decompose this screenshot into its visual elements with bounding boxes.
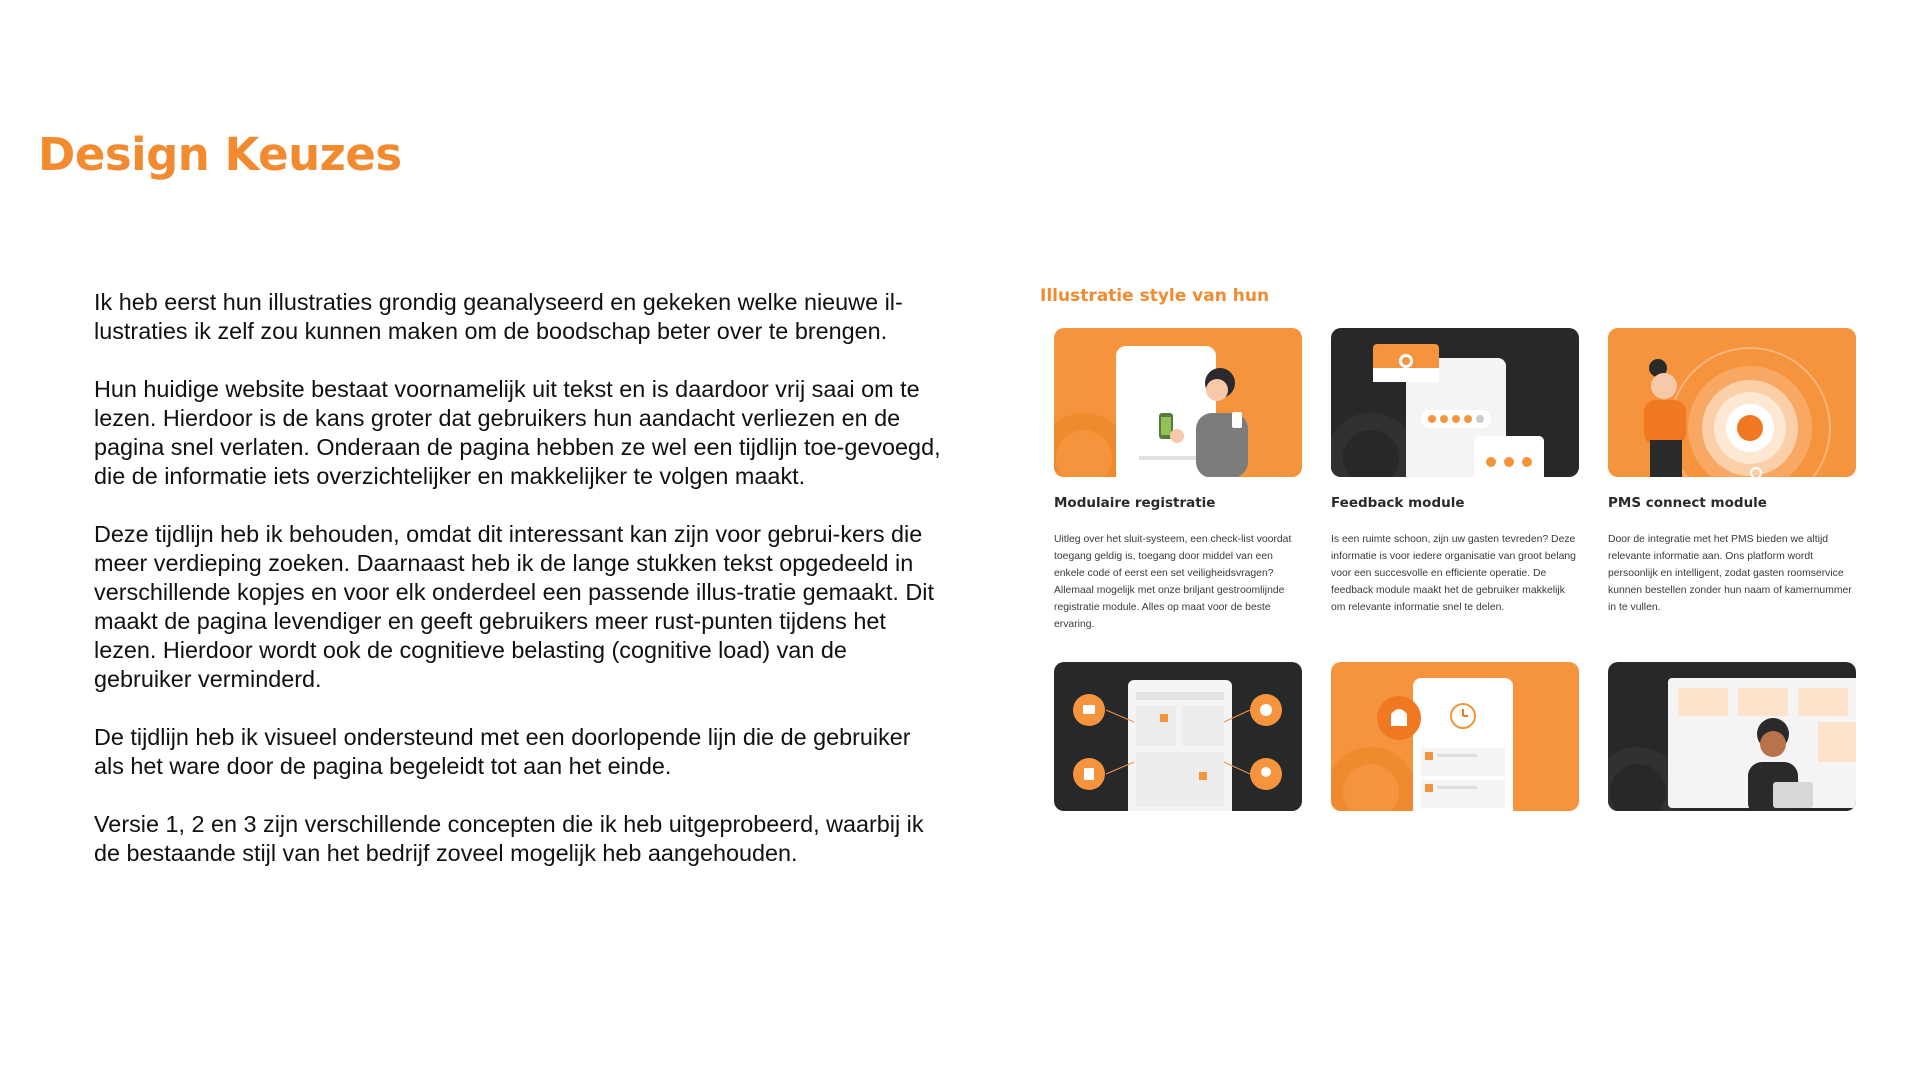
illustration-registration [1054, 328, 1302, 477]
card-title: Modulaire registratie [1054, 495, 1216, 511]
paragraph: Hun huidige website bestaat voornamelijk uit tekst en is daardoor vrij saai om te lezen. Hierdoor is de kans groter dat gebruikers hun aandacht verliezen en de pagina snel verlaten. Onderaan de pagina hebben ze wel een tijdlijn toe-gevoegd, die de informatie iets overzichtelijker en makkelijker te volgen maakt. [94, 376, 941, 489]
card-description: Door de integratie met het PMS bieden we altijd relevante informatie aan. Ons platform wordt persoonlijk en intelligent, zodat gasten roomservice kunnen bestellen zonder hun naam of kamernummer in te vullen. [1608, 534, 1852, 613]
card-title: Feedback module [1331, 495, 1465, 511]
paragraph: Ik heb eerst hun illustraties grondig geanalyseerd en gekeken welke nieuwe il-lustraties ik zelf zou kunnen maken om de boodschap beter over te brengen. [94, 289, 903, 344]
illustration-notifications [1331, 662, 1579, 811]
reference-tile-workspace [1608, 662, 1856, 811]
reference-card-feedback-module [1331, 328, 1579, 616]
illustration-workspace [1608, 662, 1856, 811]
illustration-dashboard [1054, 662, 1302, 811]
paragraph: Versie 1, 2 en 3 zijn verschillende concepten die ik heb uitgeprobeerd, waarbij ik de bestaande stijl van het bedrijf zoveel mogelijk heb aangehouden. [94, 811, 924, 866]
reference-card-modulaire-registratie [1054, 328, 1302, 633]
card-description: Is een ruimte schoon, zijn uw gasten tevreden? Deze informatie is voor iedere organisatie van groot belang voor een succesvolle en efficiente operatie. De feedback module maakt het de gebruiker makkelijk om relevante informatie snel te delen. [1331, 534, 1576, 613]
reference-tile-notifications [1331, 662, 1579, 811]
illustration-feedback [1331, 328, 1579, 477]
reference-tile-dashboard [1054, 662, 1302, 811]
card-description: Uitleg over het sluit-systeem, een check-list voordat toegang geldig is, toegang door middel van een enkele code of eerst een set veiligheidsvragen? Allemaal mogelijk met onze briljant gestroomlijnde registratie module. Alles op maat voor de beste ervaring. [1054, 534, 1292, 630]
illustration-pms-connect [1608, 328, 1856, 477]
body-text [94, 288, 944, 897]
paragraph: Deze tijdlijn heb ik behouden, omdat dit interessant kan zijn voor gebrui-kers die meer verdieping zoeken. Daarnaast heb ik de lange stukken tekst opgedeeld in verschillende kopjes en voor elk onderdeel een passende illus-tratie gemaakt. Dit maakt de pagina levendiger en geeft gebruikers meer rust-punten tijdens het lezen. Hierdoor wordt ook de cognitieve belasting (cognitive load) van de gebruiker verminderd. [94, 521, 934, 692]
reference-card-pms-connect-module [1608, 328, 1856, 616]
reference-title: Illustratie style van hun [1040, 286, 1270, 306]
paragraph: De tijdlijn heb ik visueel ondersteund met een doorlopende lijn die de gebruiker als het ware door de pagina begeleidt tot aan het einde. [94, 724, 911, 779]
page-title: Design Keuzes [38, 128, 402, 181]
card-title: PMS connect module [1608, 495, 1767, 511]
